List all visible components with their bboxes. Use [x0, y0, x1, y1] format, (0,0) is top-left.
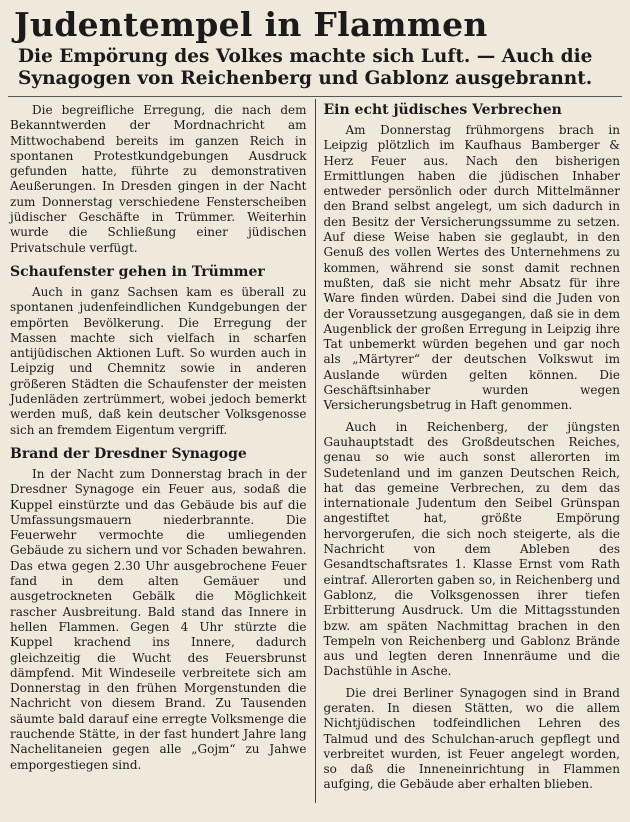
section-text-schaufenster: Auch in ganz Sachsen kam es überall zu spontanen judenfeindlichen Kundgebungen der empörten Bevölkerung. Die Erregung der Massen machte sich vielfach in scharfen antijüdischen Aktionen Luft. So wurden auch in Leipzig und Chemnitz sowie in anderen größeren Städten die Schaufenster der meisten Judenläden zertrümmert, wobei jedoch bemerkt werden muß, daß kein deutscher Volksgenosse sich an fremdem Eigentum vergriff. [10, 284, 307, 437]
section-heading-schaufenster: Schaufenster gehen in Trümmer [10, 263, 265, 280]
section-heading-verbrechen: Ein echt jüdisches Verbrechen [323, 102, 562, 118]
paragraph-berlin: Die drei Berliner Synagogen sind in Brand geraten. In diesen Stätten, wo die allem Nichtjüdischen todfeindlichen Lehren des Talmud und des Schulchan-aruch gepflegt und verbreitet wurden, ist Feuer angelegt worden, so daß die Inneneinrichtung in Flammen aufging, die Gebäude aber erhalten blieben. [323, 685, 620, 792]
headline: Judentempel in Flammen [14, 5, 488, 44]
subheadline: Die Empörung des Volkes machte sich Luft. — Auch die Synagogen von Reichenberg und Gablonz ausgebrannt. [18, 46, 593, 89]
article-columns [8, 97, 622, 803]
section-heading-dresdner-synagoge: Brand der Dresdner Synagoge [10, 445, 247, 462]
paragraph-reichenberg: Auch in Reichenberg, der jüngsten Gauhauptstadt des Großdeutschen Reiches, genau so wie auch sonst allerorten im Sudetenland und im ganzen Deutschen Reich, hat das gemeine Verbrechen, zu dem das internationale Judentum den Seibel Grünspan angestiftet hat, größte Empörung hervorgerufen, die sich noch steigerte, als die Nachricht von dem Ableben des Gesandtschaftsrates 1. Klasse Ernst vom Rath eintraf. Allerorten gaben so, in Reichenberg und Gablonz, die Volksgenossen ihrer tiefen Erbitterung Ausdruck. Um die Mittagsstunden bzw. am späten Nachmittag brachen in den Tempeln von Reichenberg und Gablonz Brände aus und legten deren Innenräume und die Dachstühle in Asche. [323, 419, 620, 679]
section-text-dresdner-synagoge: In der Nacht zum Donnerstag brach in der Dresdner Synagoge ein Feuer aus, sodaß die Kuppel einstürzte und das Gebäude bis auf die Umfassungsmauern niederbrannte. Die Feuerwehr vermochte die umliegenden Gebäude zu sichern und vor Schaden bewahren. Das etwa gegen 2.30 Uhr ausgebrochene Feuer fand in dem alten Gemäuer und ausgetrockneten Gebälk die Möglichkeit rascher Ausbreitung. Bald stand das Innere in hellen Flammen. Gegen 4 Uhr stürzte die Kuppel krachend ins Innere, dadurch gleichzeitig die Wucht des Feuersbrunst dämpfend. Mit Windeseile verbreitete sich am Donnerstag in den frühen Morgenstunden die Nachricht von diesem Brand. Zu Tausenden säumte bald darauf eine erregte Volksmenge die rauchende Stätte, in der fast hundert Jahre lang Nachelitaneien gegen alle „Gojm“ zu Jahwe emporgestiegen sind. [10, 466, 307, 772]
intro-paragraph: Die begreifliche Erregung, die nach dem Bekanntwerden der Mordnachricht am Mittwochabend bereits im ganzen Reich in spontanen Protestkundgebungen Ausdruck gefunden hatte, führte zu demonstrativen Aeußerungen. In Dresden gingen in der Nacht zum Donnerstag verschiedene Fensterscheiben jüdischer Geschäfte in Trümmer. Weiterhin wurde die Schließung einer jüdischen Privatschule verfügt. [10, 103, 307, 255]
paragraph-leipzig: Am Donnerstag frühmorgens brach in Leipzig plötzlich im Kaufhaus Bamberger & Herz Feuer aus. Nach den bisherigen Ermittlungen haben die jüdischen Inhaber entweder persönlich oder durch Mittelmänner den Brand selbst angelegt, um sich dadurch in den Besitz der Versicherungssumme zu setzen. Auf diese Weise haben sie geglaubt, in den Genuß des vollen Wertes des Unternehmens zu kommen, während sie sonst damit rechnen mußten, daß sie nicht mehr Absatz für ihre Ware finden würden. Dabei sind die Juden von der Voraussetzung ausgegangen, daß sie in dem Augenblick der großen Erregung in Leipzig ihre Tat unbemerkt würden begehen und gar noch als „Märtyrer“ der deutschen Volkswut im Auslande würden gelten können. Die Geschäftsinhaber wurden wegen Versicherungsbetrug in Haft genommen. [323, 123, 620, 413]
right-column [316, 97, 623, 803]
left-column [8, 97, 315, 803]
